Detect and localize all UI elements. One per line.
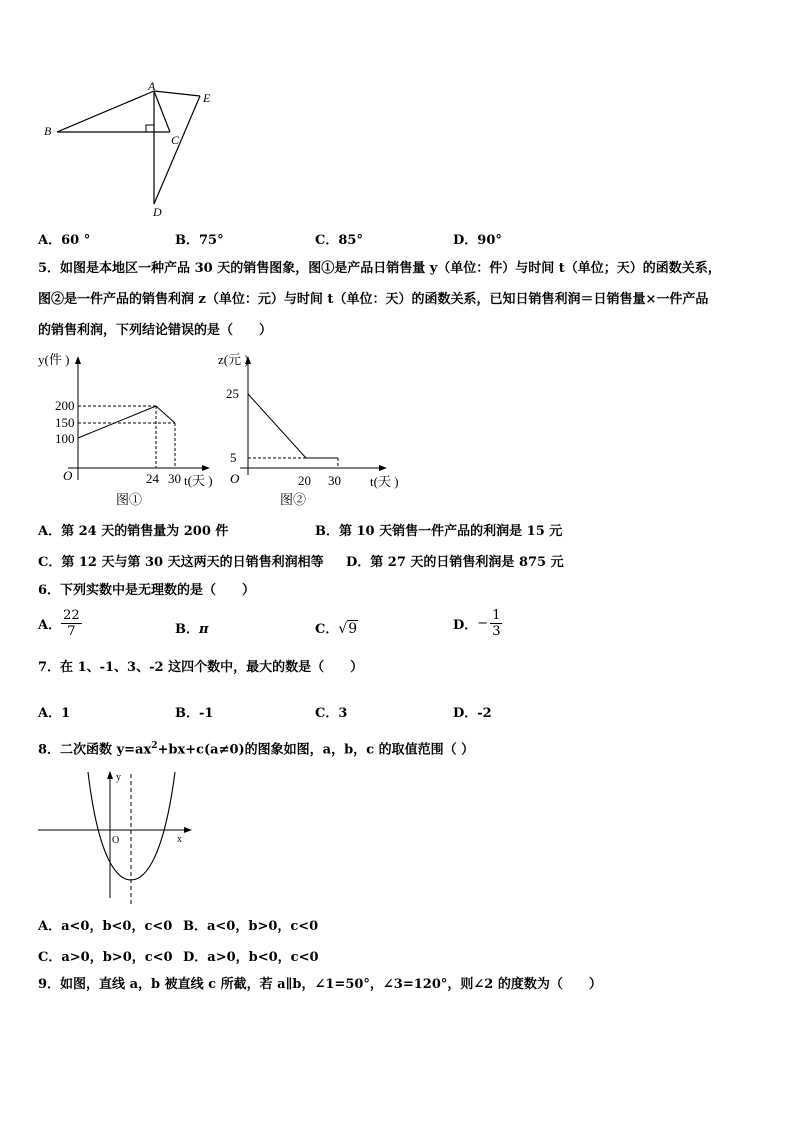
q6-option-b[interactable] — [175, 618, 209, 637]
right-angle-mark — [146, 125, 154, 132]
q5-option-c[interactable]: C．第 12 天与第 30 天这两天的日销售利润相等 — [38, 555, 324, 570]
g2-ytick-25: 25 — [226, 386, 239, 401]
q8-label-x: x — [177, 834, 182, 845]
g1-x-arrow — [202, 465, 210, 471]
segment-AE — [154, 91, 200, 96]
label-E: E — [203, 91, 211, 105]
q6-option-a[interactable] — [38, 608, 82, 639]
q6-pi: π — [199, 622, 209, 637]
q8-x-arrow — [184, 827, 192, 833]
q7-option-c[interactable]: C．3 — [315, 706, 348, 721]
q6-option-d-label: D． — [453, 618, 478, 633]
g1-ytick-150: 150 — [55, 415, 75, 430]
g2-ylabel: z(元 ) — [218, 352, 249, 367]
label-C: C — [171, 133, 180, 147]
q5-option-a[interactable]: A．第 24 天的销售量为 200 件 — [38, 524, 229, 539]
g1-segment-rise — [78, 406, 156, 438]
q5-graph-1 — [38, 350, 218, 512]
q6-option-c-label: C． — [315, 622, 339, 637]
q8-option-a[interactable]: A．a<0，b<0，c<0 — [38, 919, 173, 934]
q6-sqrt-radicand: 9 — [348, 621, 358, 637]
q7-option-b[interactable]: B．-1 — [175, 706, 214, 721]
q8-option-c[interactable]: C．a>0，b>0，c<0 — [38, 950, 173, 965]
q8-parabola-graph — [36, 766, 201, 906]
g2-xlabel: t(天 ) — [370, 474, 399, 489]
q4-option-a[interactable]: A．60 ° — [38, 233, 91, 248]
g1-origin: O — [63, 468, 73, 483]
q7-option-d[interactable]: D．-2 — [453, 706, 492, 721]
q5-option-b[interactable]: B．第 10 天销售一件产品的利润是 15 元 — [315, 524, 563, 539]
q8-y-arrow — [107, 771, 113, 779]
q8-stem-suffix: +bx+c(a≠0)的图象如图，a，b，c 的取值范围（ ） — [157, 742, 475, 758]
q7-option-a[interactable]: A．1 — [38, 706, 71, 721]
g1-ytick-200: 200 — [55, 398, 75, 413]
q6-sqrt: √9 — [338, 621, 358, 637]
q8-option-b[interactable]: B．a<0，b>0，c<0 — [183, 919, 319, 934]
q6-stem: 6．下列实数中是无理数的是（ ） — [38, 583, 256, 598]
q5-stem-line2: 图②是一件产品的销售利润 z（单位：元）与时间 t（单位：天）的函数关系，已知日销售利润＝日销售量×一件产品 — [38, 292, 709, 307]
q6-option-a-label: A． — [38, 618, 62, 633]
g2-xtick-20: 20 — [298, 473, 311, 488]
q6-fraction-d-numerator: 1 — [492, 608, 501, 623]
q7-stem: 7．在 1、-1、3、-2 这四个数中，最大的数是（ ） — [38, 660, 364, 675]
q5-stem-line3: 的销售利润，下列结论错误的是（ ） — [38, 323, 273, 338]
label-A: A — [148, 80, 156, 93]
q8-stem-exponent: 2 — [151, 741, 158, 751]
q6-option-c[interactable] — [315, 618, 358, 637]
q6-option-d[interactable] — [453, 608, 502, 639]
g2-ytick-5: 5 — [230, 450, 237, 465]
g1-segment-fall — [156, 406, 175, 423]
g2-caption: 图② — [280, 492, 307, 507]
q6-fraction-1-3 — [490, 608, 502, 639]
q6-fraction-a-numerator: 22 — [63, 608, 80, 623]
g1-ylabel: y(件 ) — [38, 352, 70, 367]
g1-ytick-100: 100 — [55, 431, 75, 446]
q4-option-d[interactable]: D．90° — [453, 233, 502, 248]
g2-xtick-30: 30 — [328, 473, 341, 488]
g2-origin: O — [230, 471, 240, 486]
g1-xlabel: t(天 ) — [184, 473, 213, 488]
q6-fraction-d-denominator: 3 — [492, 624, 501, 639]
label-D: D — [153, 205, 162, 219]
q5-graph-2 — [218, 350, 408, 512]
q4-option-c[interactable]: C．85° — [315, 233, 363, 248]
g2-x-arrow — [379, 465, 387, 471]
q8-stem-prefix: 8．二次函数 y=ax — [38, 742, 152, 758]
g1-caption: 图① — [116, 492, 143, 507]
q5-option-d[interactable]: D．第 27 天的日销售利润是 875 元 — [346, 555, 564, 570]
q8-option-d[interactable]: D．a>0，b<0，c<0 — [183, 950, 319, 965]
q8-stem — [38, 737, 474, 759]
q8-label-y: y — [116, 772, 121, 783]
g1-xtick-24: 24 — [146, 471, 159, 486]
q4-option-b[interactable]: B．75° — [175, 233, 224, 248]
q6-option-b-label: B． — [175, 622, 199, 637]
label-B: B — [44, 124, 52, 138]
q6-fraction-a-denominator: 7 — [67, 624, 76, 639]
segment-AB — [57, 91, 154, 132]
q9-stem: 9．如图，直线 a，b 被直线 c 所截，若 a∥b，∠1=50°，∠3=120°，则∠2 的度数为（ ） — [38, 977, 602, 992]
segment-ED — [154, 96, 200, 204]
q4-figure — [40, 80, 230, 220]
g1-y-arrow — [75, 356, 81, 364]
segment-AC — [154, 91, 170, 132]
g2-segment-fall — [248, 394, 306, 458]
q5-stem-line1: 5．如图是本地区一种产品 30 天的销售图象，图①是产品日销售量 y（单位：件）与时间 t（单位；天）的函数关系， — [38, 261, 721, 276]
q6-fraction-22-7 — [61, 608, 82, 639]
q6-minus-sign: − — [477, 616, 489, 631]
g1-xtick-30: 30 — [168, 471, 181, 486]
q8-label-origin: O — [112, 835, 120, 846]
